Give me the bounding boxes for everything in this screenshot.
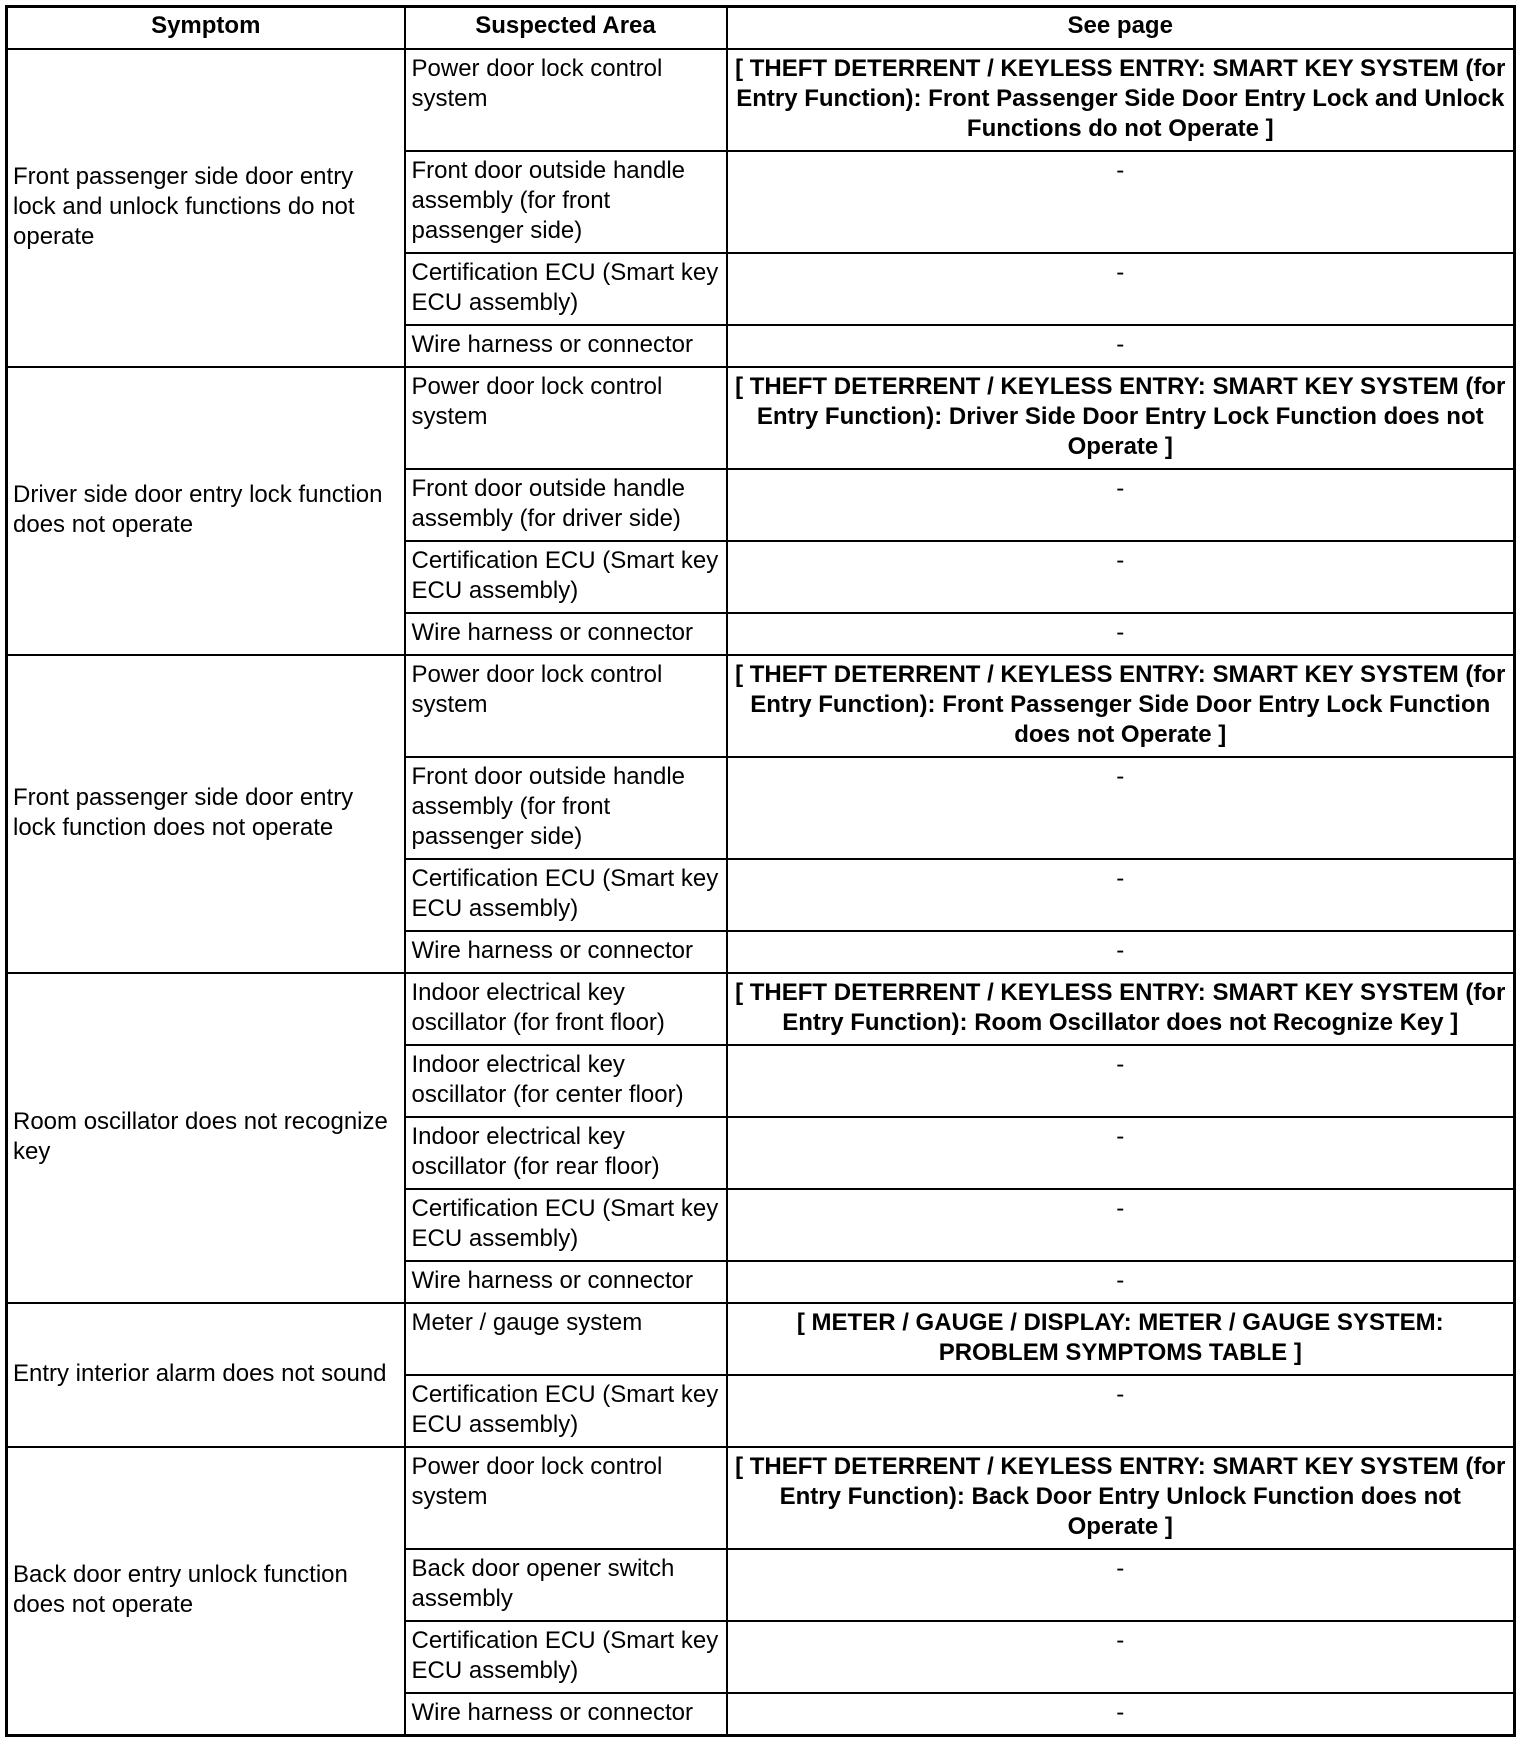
table-row	[7, 1447, 1515, 1549]
suspected-area-cell: Wire harness or connector	[405, 1693, 727, 1736]
symptom-cell: Room oscillator does not recognize key	[7, 973, 405, 1303]
see-page-cell: -	[727, 1693, 1515, 1736]
see-page-cell: -	[727, 1261, 1515, 1303]
see-page-cell: -	[727, 1375, 1515, 1447]
suspected-area-cell: Power door lock control system	[405, 1447, 727, 1549]
suspected-area-cell: Certification ECU (Smart key ECU assembly)	[405, 1621, 727, 1693]
see-page-link[interactable]: [ METER / GAUGE / DISPLAY: METER / GAUGE SYSTEM: PROBLEM SYMPTOMS TABLE ]	[727, 1303, 1515, 1375]
table-row	[7, 655, 1515, 757]
symptom-cell: Front passenger side door entry lock and unlock functions do not operate	[7, 49, 405, 367]
suspected-area-cell: Wire harness or connector	[405, 325, 727, 367]
see-page-cell: -	[727, 1621, 1515, 1693]
symptom-cell: Driver side door entry lock function does not operate	[7, 367, 405, 655]
table-row	[7, 49, 1515, 151]
table-row	[7, 1303, 1515, 1375]
suspected-area-cell: Wire harness or connector	[405, 931, 727, 973]
suspected-area-cell: Indoor electrical key oscillator (for rear floor)	[405, 1117, 727, 1189]
problem-symptoms-table	[5, 5, 1516, 1737]
table-row	[7, 367, 1515, 469]
see-page-cell: -	[727, 1117, 1515, 1189]
header-suspected-area: Suspected Area	[405, 7, 727, 50]
see-page-cell: -	[727, 151, 1515, 253]
suspected-area-cell: Certification ECU (Smart key ECU assembly)	[405, 541, 727, 613]
symptom-cell: Front passenger side door entry lock function does not operate	[7, 655, 405, 973]
header-see-page: See page	[727, 7, 1515, 50]
see-page-cell: -	[727, 325, 1515, 367]
suspected-area-cell: Indoor electrical key oscillator (for front floor)	[405, 973, 727, 1045]
symptom-cell: Entry interior alarm does not sound	[7, 1303, 405, 1447]
suspected-area-cell: Certification ECU (Smart key ECU assembly)	[405, 1189, 727, 1261]
see-page-cell: -	[727, 613, 1515, 655]
suspected-area-cell: Wire harness or connector	[405, 1261, 727, 1303]
suspected-area-cell: Wire harness or connector	[405, 613, 727, 655]
table-header-row	[7, 7, 1515, 50]
suspected-area-cell: Certification ECU (Smart key ECU assembly)	[405, 253, 727, 325]
see-page-cell: -	[727, 757, 1515, 859]
suspected-area-cell: Front door outside handle assembly (for front passenger side)	[405, 151, 727, 253]
see-page-cell: -	[727, 1549, 1515, 1621]
see-page-link[interactable]: [ THEFT DETERRENT / KEYLESS ENTRY: SMART KEY SYSTEM (for Entry Function): Front Passenger Side Door Entry Lock Function does not Operate ]	[727, 655, 1515, 757]
see-page-cell: -	[727, 931, 1515, 973]
see-page-link[interactable]: [ THEFT DETERRENT / KEYLESS ENTRY: SMART KEY SYSTEM (for Entry Function): Driver Side Door Entry Lock Function does not Operate ]	[727, 367, 1515, 469]
suspected-area-cell: Indoor electrical key oscillator (for center floor)	[405, 1045, 727, 1117]
see-page-cell: -	[727, 541, 1515, 613]
suspected-area-cell: Front door outside handle assembly (for front passenger side)	[405, 757, 727, 859]
see-page-cell: -	[727, 469, 1515, 541]
suspected-area-cell: Power door lock control system	[405, 49, 727, 151]
header-symptom: Symptom	[7, 7, 405, 50]
document-page	[5, 5, 1516, 1737]
symptom-cell: Back door entry unlock function does not operate	[7, 1447, 405, 1736]
see-page-cell: -	[727, 253, 1515, 325]
suspected-area-cell: Meter / gauge system	[405, 1303, 727, 1375]
see-page-link[interactable]: [ THEFT DETERRENT / KEYLESS ENTRY: SMART KEY SYSTEM (for Entry Function): Room Oscillator does not Recognize Key ]	[727, 973, 1515, 1045]
suspected-area-cell: Back door opener switch assembly	[405, 1549, 727, 1621]
see-page-cell: -	[727, 1189, 1515, 1261]
see-page-link[interactable]: [ THEFT DETERRENT / KEYLESS ENTRY: SMART KEY SYSTEM (for Entry Function): Back Door Entry Unlock Function does not Operate ]	[727, 1447, 1515, 1549]
suspected-area-cell: Front door outside handle assembly (for driver side)	[405, 469, 727, 541]
see-page-cell: -	[727, 1045, 1515, 1117]
suspected-area-cell: Certification ECU (Smart key ECU assembly)	[405, 1375, 727, 1447]
table-row	[7, 973, 1515, 1045]
suspected-area-cell: Certification ECU (Smart key ECU assembly)	[405, 859, 727, 931]
see-page-link[interactable]: [ THEFT DETERRENT / KEYLESS ENTRY: SMART KEY SYSTEM (for Entry Function): Front Passenger Side Door Entry Lock and Unlock Functions do not Operate ]	[727, 49, 1515, 151]
suspected-area-cell: Power door lock control system	[405, 367, 727, 469]
see-page-cell: -	[727, 859, 1515, 931]
suspected-area-cell: Power door lock control system	[405, 655, 727, 757]
